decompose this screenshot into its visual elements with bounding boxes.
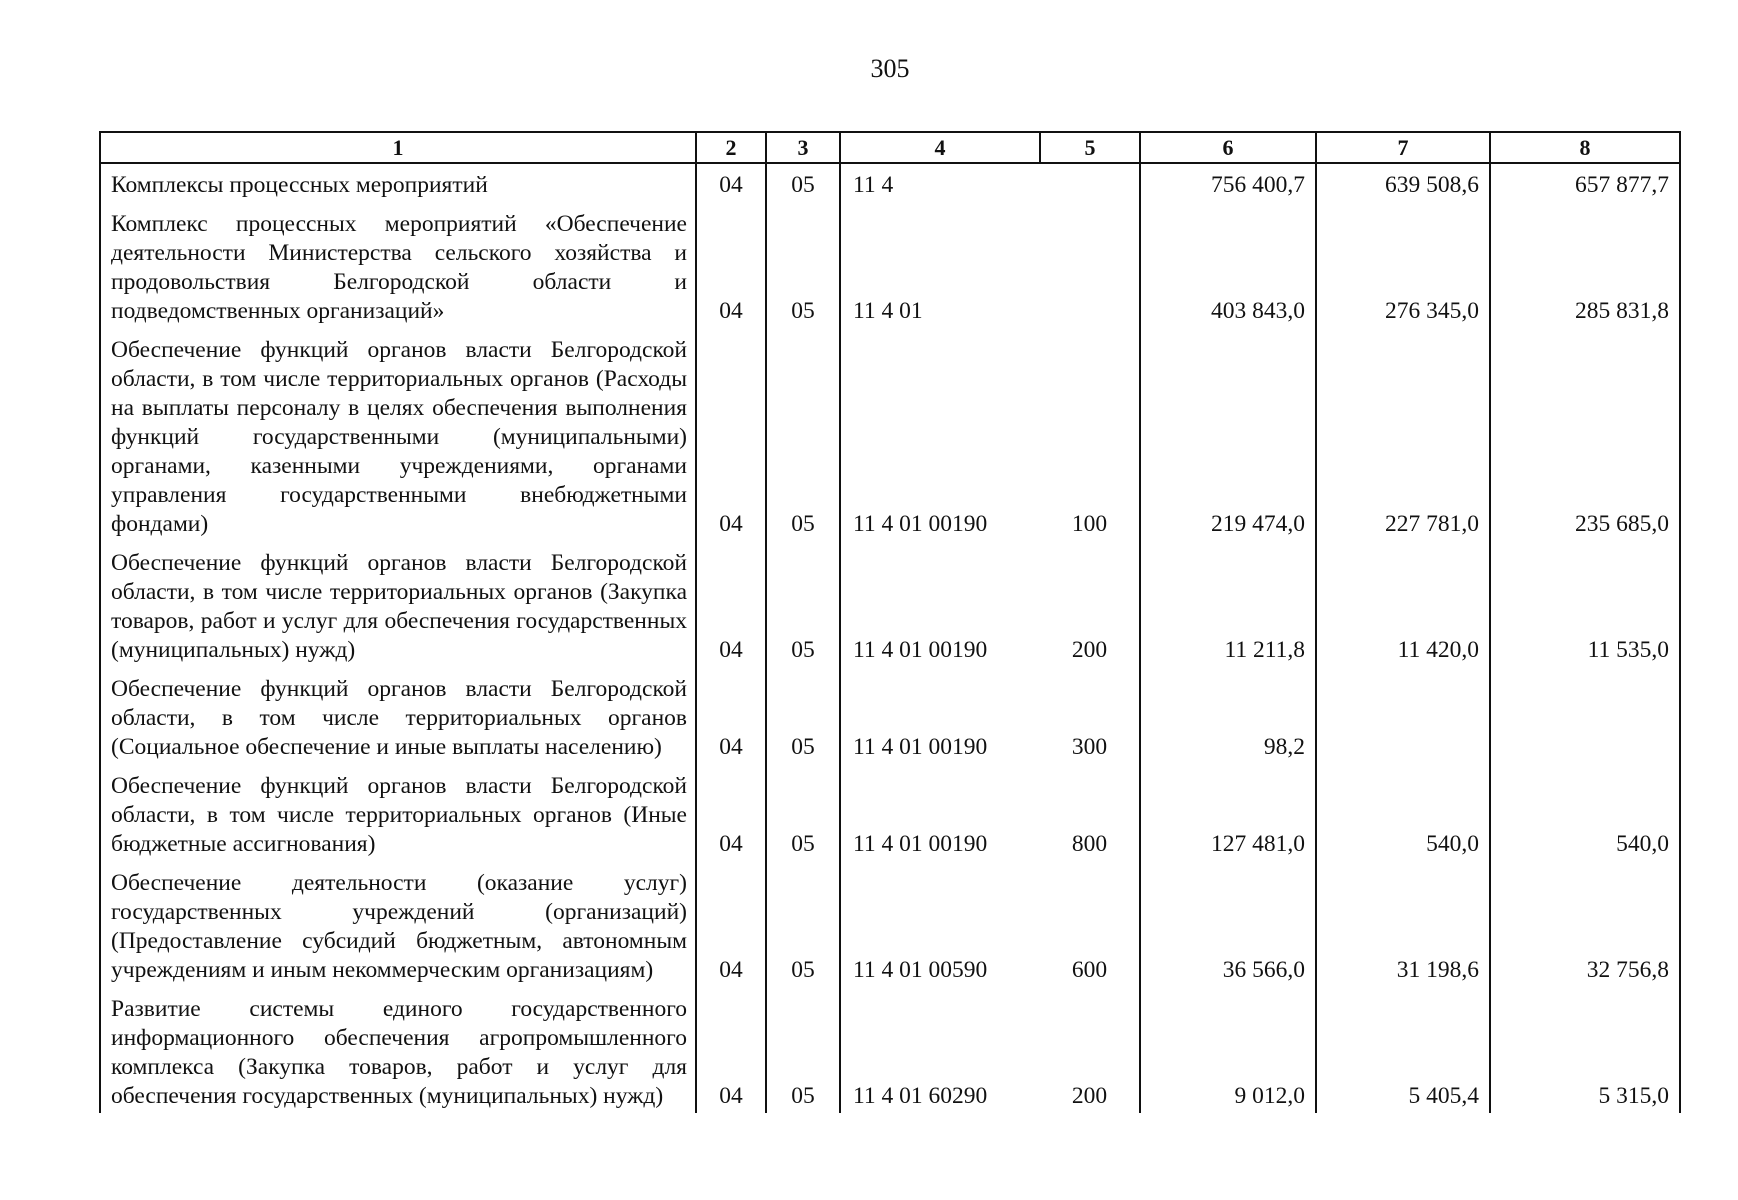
section-code: 04 [696, 862, 766, 988]
table-row [100, 988, 1680, 1113]
section-code: 04 [696, 329, 766, 542]
amount-col-8: 657 877,7 [1490, 163, 1680, 203]
amount-col-6: 98,2 [1140, 668, 1316, 765]
amount-col-7: 31 198,6 [1316, 862, 1490, 988]
column-header: 1 [100, 132, 696, 163]
amount-col-8: 235 685,0 [1490, 329, 1680, 542]
column-header: 6 [1140, 132, 1316, 163]
subsection-code: 05 [766, 203, 840, 329]
target-article-code: 11 4 01 00590 [840, 862, 1040, 988]
expense-type-code [1040, 163, 1140, 203]
target-article-code: 11 4 01 00190 [840, 668, 1040, 765]
expense-name: Развитие системы единого государственного информационного обеспечения агропромышленного комплекса (Закупка товаров, работ и услуг для обеспечения государственных (муниципальных) нужд) [100, 988, 696, 1113]
expense-type-code: 800 [1040, 765, 1140, 862]
expense-name: Обеспечение функций органов власти Белгородской области, в том числе территориальных органов (Закупка товаров, работ и услуг для обеспечения государственных (муниципальных) нужд) [100, 542, 696, 668]
subsection-code: 05 [766, 542, 840, 668]
column-header: 5 [1040, 132, 1140, 163]
column-header: 3 [766, 132, 840, 163]
amount-col-6: 11 211,8 [1140, 542, 1316, 668]
subsection-code: 05 [766, 988, 840, 1113]
amount-col-7: 227 781,0 [1316, 329, 1490, 542]
amount-col-6: 403 843,0 [1140, 203, 1316, 329]
amount-col-8 [1490, 668, 1680, 765]
amount-col-6: 36 566,0 [1140, 862, 1316, 988]
amount-col-8: 11 535,0 [1490, 542, 1680, 668]
table-row [100, 765, 1680, 862]
section-code: 04 [696, 765, 766, 862]
table-row [100, 163, 1680, 203]
subsection-code: 05 [766, 765, 840, 862]
amount-col-8: 285 831,8 [1490, 203, 1680, 329]
expense-name: Обеспечение функций органов власти Белгородской области, в том числе территориальных органов (Социальное обеспечение и иные выплаты населению) [100, 668, 696, 765]
expense-name: Комплекс процессных мероприятий «Обеспечение деятельности Министерства сельского хозяйства и продовольствия Белгородской области и подведомственных организаций» [100, 203, 696, 329]
target-article-code: 11 4 01 00190 [840, 542, 1040, 668]
column-header: 2 [696, 132, 766, 163]
expense-type-code: 200 [1040, 542, 1140, 668]
column-header: 4 [840, 132, 1040, 163]
column-header: 7 [1316, 132, 1490, 163]
section-code: 04 [696, 542, 766, 668]
budget-table [99, 131, 1681, 1113]
subsection-code: 05 [766, 862, 840, 988]
target-article-code: 11 4 [840, 163, 1040, 203]
amount-col-6: 127 481,0 [1140, 765, 1316, 862]
expense-type-code: 100 [1040, 329, 1140, 542]
table-row [100, 668, 1680, 765]
header-row [100, 132, 1680, 163]
subsection-code: 05 [766, 329, 840, 542]
expense-name: Обеспечение функций органов власти Белгородской области, в том числе территориальных органов (Расходы на выплаты персоналу в целях обеспечения выполнения функций государственными (муниципальными) органами, казенными учреждениями, органами управления государственными внебюджетными фондами) [100, 329, 696, 542]
amount-col-7: 11 420,0 [1316, 542, 1490, 668]
amount-col-8: 32 756,8 [1490, 862, 1680, 988]
target-article-code: 11 4 01 00190 [840, 765, 1040, 862]
expense-type-code: 200 [1040, 988, 1140, 1113]
amount-col-7: 639 508,6 [1316, 163, 1490, 203]
target-article-code: 11 4 01 [840, 203, 1040, 329]
section-code: 04 [696, 163, 766, 203]
amount-col-8: 5 315,0 [1490, 988, 1680, 1113]
section-code: 04 [696, 203, 766, 329]
table-row [100, 329, 1680, 542]
expense-name: Обеспечение функций органов власти Белгородской области, в том числе территориальных органов (Иные бюджетные ассигнования) [100, 765, 696, 862]
section-code: 04 [696, 988, 766, 1113]
amount-col-7: 5 405,4 [1316, 988, 1490, 1113]
table-row [100, 203, 1680, 329]
target-article-code: 11 4 01 00190 [840, 329, 1040, 542]
expense-type-code: 600 [1040, 862, 1140, 988]
target-article-code: 11 4 01 60290 [840, 988, 1040, 1113]
expense-type-code [1040, 203, 1140, 329]
column-header: 8 [1490, 132, 1680, 163]
amount-col-7 [1316, 668, 1490, 765]
section-code: 04 [696, 668, 766, 765]
expense-name: Обеспечение деятельности (оказание услуг) государственных учреждений (организаций) (Предоставление субсидий бюджетным, автономным учреждениям и иным некоммерческим организациям) [100, 862, 696, 988]
table-row [100, 542, 1680, 668]
amount-col-6: 9 012,0 [1140, 988, 1316, 1113]
amount-col-6: 756 400,7 [1140, 163, 1316, 203]
amount-col-7: 540,0 [1316, 765, 1490, 862]
amount-col-7: 276 345,0 [1316, 203, 1490, 329]
amount-col-8: 540,0 [1490, 765, 1680, 862]
expense-type-code: 300 [1040, 668, 1140, 765]
subsection-code: 05 [766, 163, 840, 203]
table-row [100, 862, 1680, 988]
amount-col-6: 219 474,0 [1140, 329, 1316, 542]
page-number: 305 [870, 54, 910, 83]
subsection-code: 05 [766, 668, 840, 765]
expense-name: Комплексы процессных мероприятий [100, 163, 696, 203]
